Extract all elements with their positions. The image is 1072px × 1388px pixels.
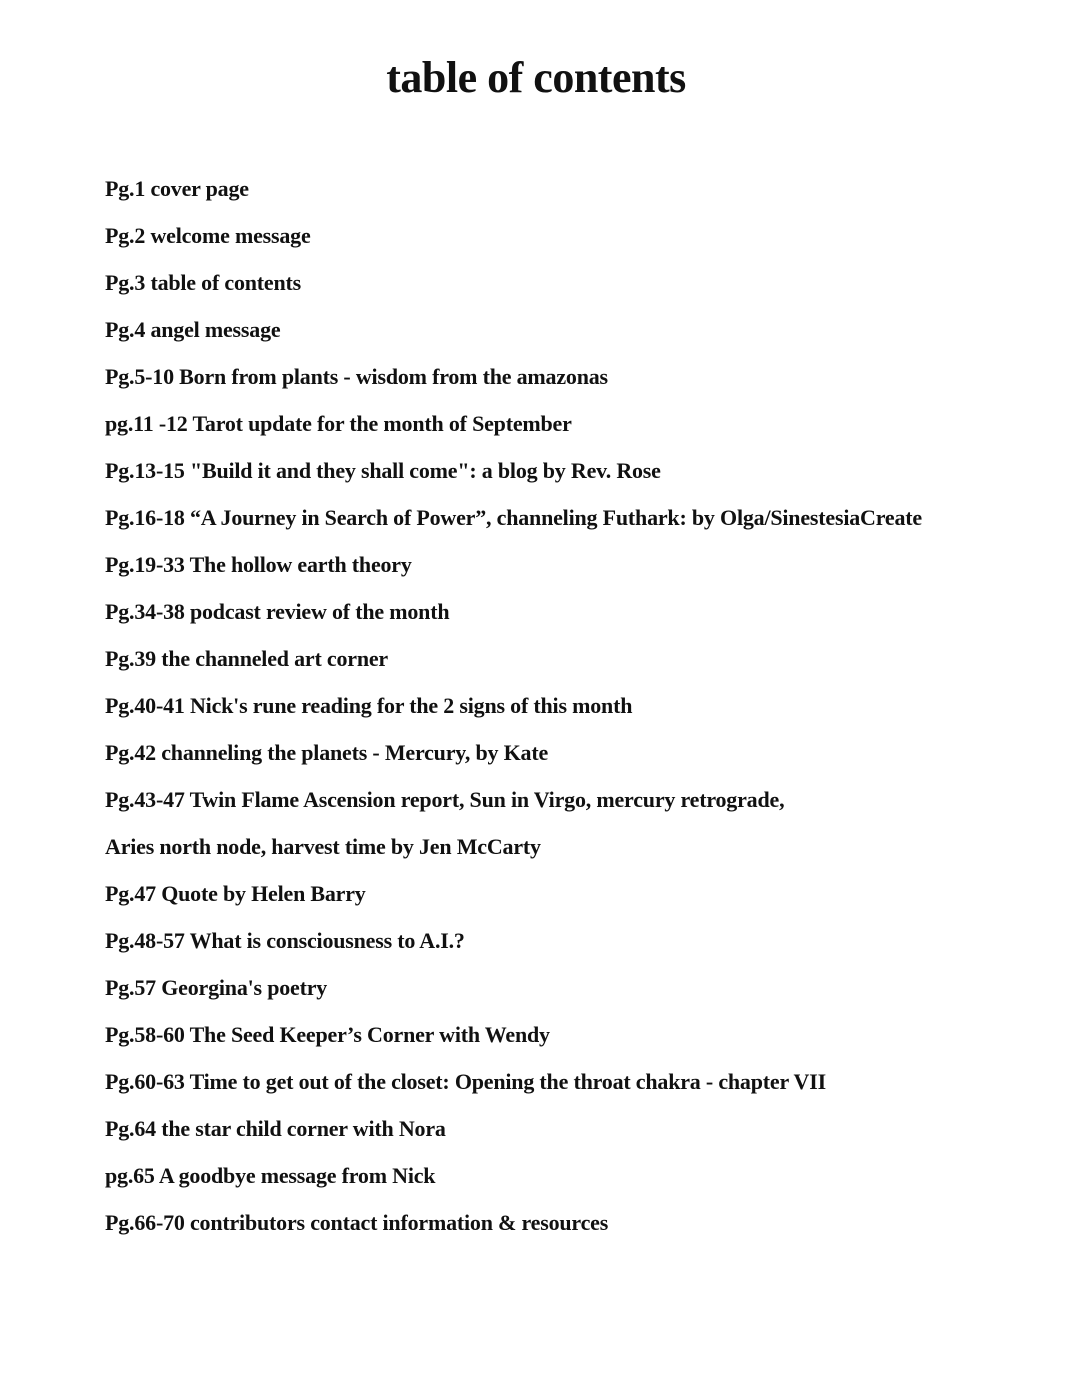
toc-entry: Pg.19-33 The hollow earth theory	[105, 552, 412, 577]
toc-entry: Pg.43-47 Twin Flame Ascension report, Sun in Virgo, mercury retrograde,	[105, 787, 785, 812]
toc-entry: Pg.13-15 "Build it and they shall come": a blog by Rev. Rose	[105, 458, 661, 483]
toc-entry: Pg.60-63 Time to get out of the closet: Opening the throat chakra - chapter VII	[105, 1069, 826, 1094]
toc-entry-continuation: Aries north node, harvest time by Jen McCarty	[105, 834, 541, 859]
toc-entry: Pg.39 the channeled art corner	[105, 646, 388, 671]
toc-entry: Pg.5-10 Born from plants - wisdom from the amazonas	[105, 364, 608, 389]
toc-entry: Pg.4 angel message	[105, 317, 281, 342]
toc-entry: Pg.1 cover page	[105, 176, 249, 201]
toc-entry: pg.65 A goodbye message from Nick	[105, 1163, 436, 1188]
toc-entry: Pg.40-41 Nick's rune reading for the 2 signs of this month	[105, 693, 633, 718]
toc-entry: Pg.16-18 “A Journey in Search of Power”, channeling Futhark: by Olga/SinestesiaCreate	[105, 505, 922, 530]
toc-entry: Pg.58-60 The Seed Keeper’s Corner with Wendy	[105, 1022, 550, 1047]
toc-entry: Pg.2 welcome message	[105, 223, 311, 248]
toc-entry: pg.11 -12 Tarot update for the month of September	[105, 411, 572, 436]
toc-entry: Pg.42 channeling the planets - Mercury, by Kate	[105, 740, 549, 765]
toc-entry: Pg.3 table of contents	[105, 270, 302, 295]
toc-entry: Pg.48-57 What is consciousness to A.I.?	[105, 928, 465, 953]
page-title: table of contents	[386, 53, 686, 102]
toc-entry: Pg.64 the star child corner with Nora	[105, 1116, 446, 1141]
toc-entry: Pg.66-70 contributors contact information & resources	[105, 1210, 609, 1235]
toc-entry: Pg.34-38 podcast review of the month	[105, 599, 450, 624]
toc-entry: Pg.57 Georgina's poetry	[105, 975, 328, 1000]
toc-list	[105, 170, 1005, 1251]
toc-entry: Pg.47 Quote by Helen Barry	[105, 881, 366, 906]
